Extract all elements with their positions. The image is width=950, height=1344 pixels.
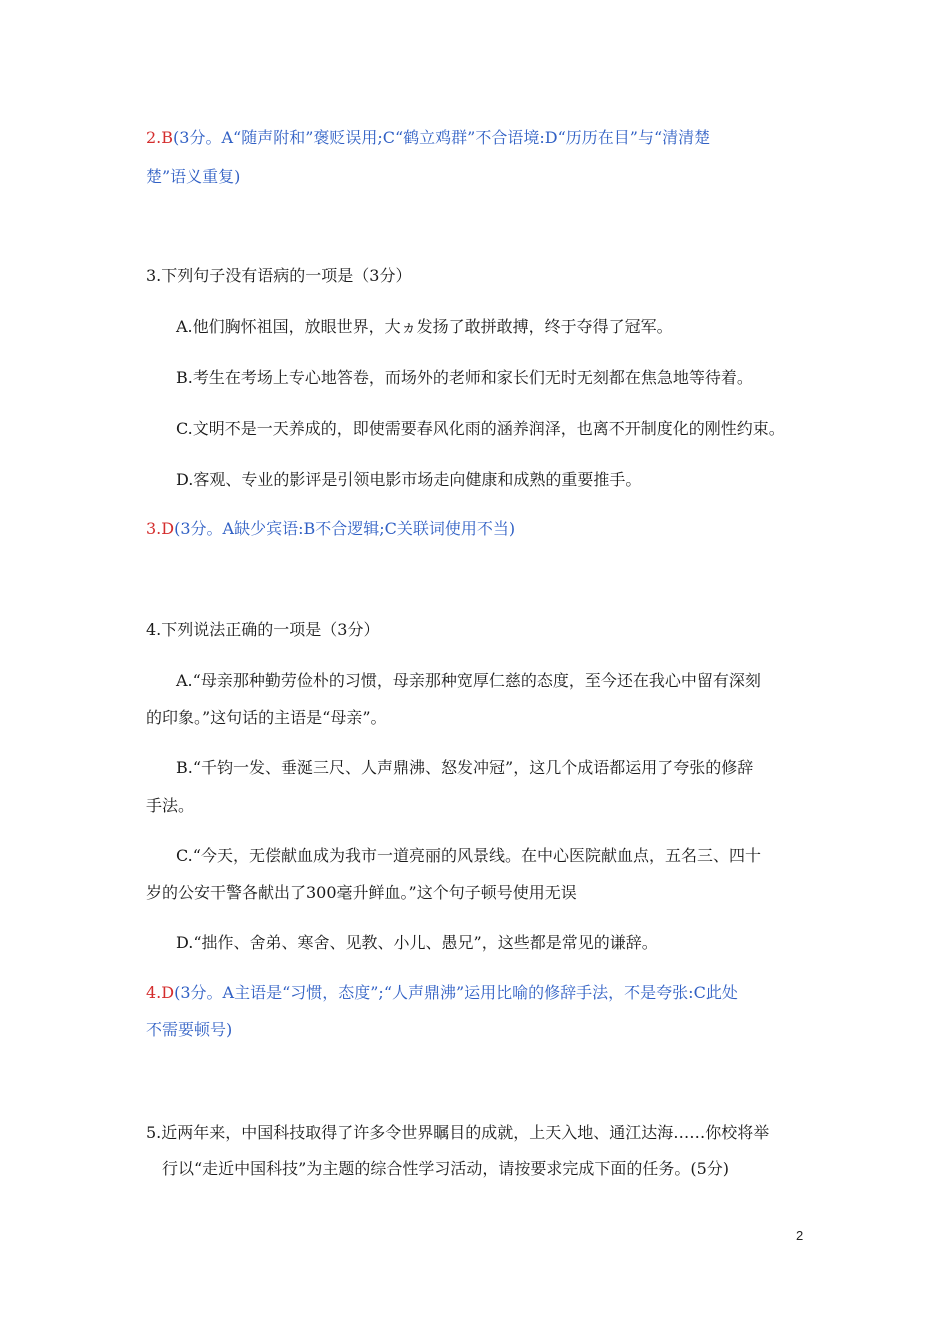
question-4-option-c-line-1: C.“今天，无偿献血成为我市一道亮丽的风景线。在中心医院献血点，五名三、四十 — [176, 846, 761, 865]
question-4-option-c-line-2: 岁的公安干警各献出了300毫升鲜血。”这个句子顿号使用无误 — [146, 883, 577, 902]
answer-4-line-2: 不需要顿号) — [146, 1020, 233, 1039]
question-4-stem: 4.下列说法正确的一项是（3分） — [146, 620, 380, 639]
question-3-option-b: B.考生在考场上专心地答卷，而场外的老师和家长们无时无刻都在焦急地等待着。 — [176, 368, 753, 387]
answer-4-line-1 — [146, 982, 738, 1004]
answer-2-line-2: 楚”语义重复) — [146, 167, 241, 186]
question-3-option-d: D.客观、专业的影评是引领电影市场走向健康和成熟的重要推手。 — [176, 470, 642, 489]
question-5-line-1: 5.近两年来，中国科技取得了许多令世界瞩目的成就，上天入地、通江达海……你校将举 — [146, 1123, 770, 1142]
question-4-option-a-line-1: A.“母亲那种勤劳俭朴的习惯，母亲那种宽厚仁慈的态度，至今还在我心中留有深刻 — [176, 671, 761, 690]
question-5-line-2: 行以“走近中国科技”为主题的综合性学习活动，请按要求完成下面的任务。(5分) — [162, 1159, 730, 1178]
question-4-option-a-line-2: 的印象。”这句话的主语是“母亲”。 — [146, 708, 387, 727]
answer-4-explanation: (3分。A主语是“习惯，态度”;“人声鼎沸”运用比喻的修辞手法，不是夸张:C此处 — [174, 983, 738, 1002]
answer-2-number: 2.B — [146, 128, 174, 147]
answer-2-line-1 — [146, 127, 710, 149]
question-4-option-b-line-1: B.“千钧一发、垂涎三尺、人声鼎沸、怒发冲冠”，这几个成语都运用了夸张的修辞 — [176, 758, 754, 777]
page-number: 2 — [796, 1228, 804, 1243]
answer-4-number: 4.D — [146, 983, 175, 1002]
question-3-option-a: A.他们胸怀祖国，放眼世界，大ヵ发扬了敢拼敢搏，终于夺得了冠军。 — [176, 317, 673, 336]
answer-3-number: 3.D — [146, 519, 175, 538]
question-3-stem: 3.下列句子没有语病的一项是（3分） — [146, 266, 412, 285]
question-4-option-d: D.“拙作、舍弟、寒舍、见教、小儿、愚兄”，这些都是常见的谦辞。 — [176, 933, 658, 952]
question-4-option-b-line-2: 手法。 — [146, 796, 195, 815]
answer-3-explanation: (3分。A缺少宾语:B不合逻辑;C关联词使用不当) — [174, 519, 516, 538]
question-3-option-c: C.文明不是一天养成的，即使需要春风化雨的涵养润泽，也离不开制度化的刚性约束。 — [176, 419, 785, 438]
answer-3 — [146, 518, 515, 540]
answer-2-explanation: (3分。A“随声附和”褒贬误用;C“鹤立鸡群”不合语境:D“历历在目”与“清清楚 — [173, 128, 711, 147]
